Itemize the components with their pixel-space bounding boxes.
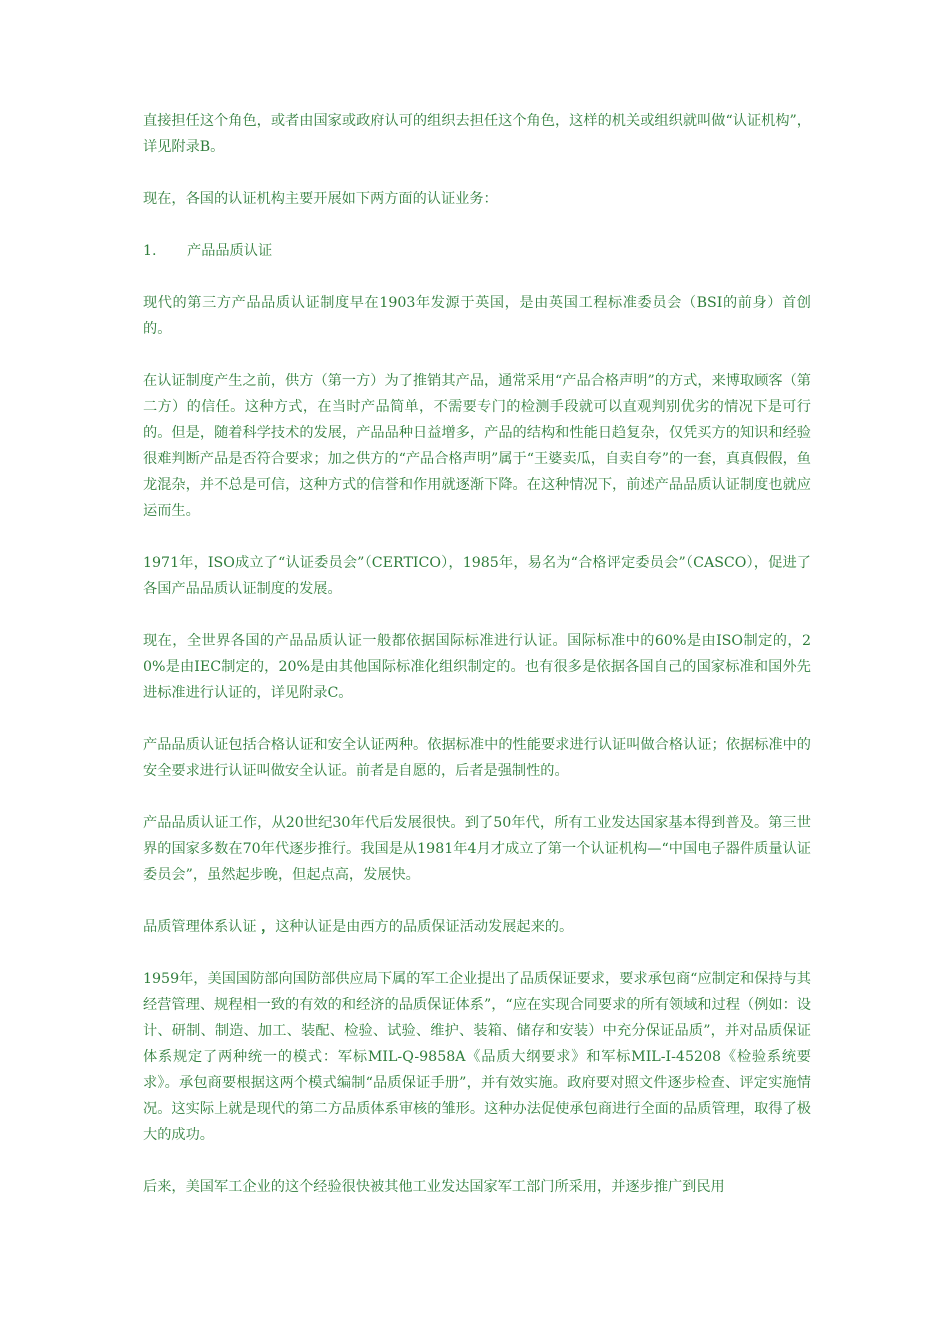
quality-system-text: 这种认证是由西方的品质保证活动发展起来的。 [275,919,574,935]
paragraph-later: 后来，美国军工企业的这个经验很快被其他工业发达国家军工部门所采用，并逐步推广到民用 [143,1179,725,1195]
section-heading-product-certification [143,238,811,264]
quality-system-title: 品质管理体系认证 [143,919,257,935]
section-title: 产品品质认证 [187,243,273,259]
document-page [143,108,811,1226]
quality-system-separator: ， [261,919,276,935]
paragraph-certification-types: 产品品质认证包括合格认证和安全认证两种。依据标准中的性能要求进行认证叫做合格认证；依据标准中的安全要求进行认证叫做安全认证。前者是自愿的，后者是强制性的。 [143,737,811,779]
paragraph-business: 现在，各国的认证机构主要开展如下两方面的认证业务： [143,191,498,207]
paragraph-origin: 现代的第三方产品品质认证制度早在1903年发源于英国，是由英国工程标准委员会（BSI的前身）首创的。 [143,295,811,337]
section-heading-quality-system [143,914,811,940]
paragraph-development: 产品品质认证工作，从20世纪30年代后发展很快。到了50年代，所有工业发达国家基本得到普及。第三世界的国家多数在70年代逐步推行。我国是从1981年4月才成立了第一个认证机构—“中国电子器件质量认证委员会”，虽然起步晚，但起点高，发展快。 [143,815,811,883]
section-number: 1. [143,243,157,259]
paragraph-international-standards: 现在，全世界各国的产品品质认证一般都依据国际标准进行认证。国际标准中的60%是由ISO制定的，20%是由IEC制定的，20%是由其他国际标准化组织制定的。也有很多是依据各国自己的国家标准和国外先进标准进行认证的，详见附录C。 [143,633,811,701]
paragraph-intro: 直接担任这个角色，或者由国家或政府认可的组织去担任这个角色，这样的机关或组织就叫做“认证机构”，详见附录B。 [143,113,811,155]
paragraph-iso-1971: 1971年，ISO成立了“认证委员会”（CERTICO），1985年，易名为“合格评定委员会”（CASCO），促进了各国产品品质认证制度的发展。 [143,555,811,597]
paragraph-1959-dod: 1959年，美国国防部向国防部供应局下属的军工企业提出了品质保证要求，要求承包商“应制定和保持与其经营管理、规程相一致的有效的和经济的品质保证体系”，“应在实现合同要求的所有领域和过程（例如：设计、研制、制造、加工、装配、检验、试验、维护、装箱、储存和安装）中充分保证品质”，并对品质保证体系规定了两种统一的模式：军标MIL-Q-9858A《品质大纲要求》和军标MIL-I-45208《检验系统要求》。承包商要根据这两个模式编制“品质保证手册”，并有效实施。政府要对照文件逐步检查、评定实施情况。这实际上就是现代的第二方品质体系审核的雏形。这种办法促使承包商进行全面的品质管理，取得了极大的成功。 [143,971,811,1143]
paragraph-before-certification: 在认证制度产生之前，供方（第一方）为了推销其产品，通常采用“产品合格声明”的方式，来博取顾客（第二方）的信任。这种方式，在当时产品简单，不需要专门的检测手段就可以直观判别优劣的情况下是可行的。但是，随着科学技术的发展，产品品种日益增多，产品的结构和性能日趋复杂，仅凭买方的知识和经验很难判断产品是否符合要求；加之供方的“产品合格声明”属于“王婆卖瓜，自卖自夸”的一套，真真假假，鱼龙混杂，并不总是可信，这种方式的信誉和作用就逐渐下降。在这种情况下，前述产品品质认证制度也就应运而生。 [143,373,811,519]
